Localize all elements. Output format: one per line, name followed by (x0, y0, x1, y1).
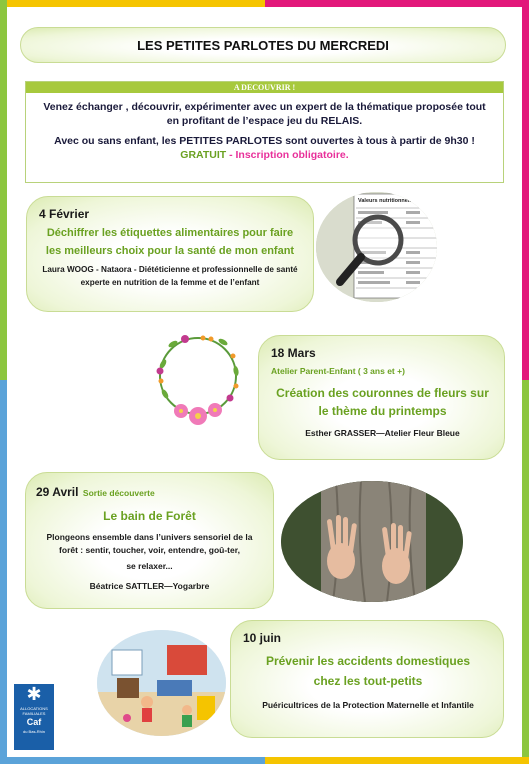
event-topic: Création des couronnes de fleurs sur le thème du printemps (276, 386, 489, 418)
home-scene-image (97, 630, 226, 736)
flower-wreath-image (143, 326, 253, 436)
event-card-february (26, 196, 314, 312)
intro-paragraph-1: Venez échanger , découvrir, expérimenter avec un expert de la thématique proposée tout en profitant de l’espace jeu du RELAIS. (43, 101, 486, 127)
intro-heading: A DECOUVRIR ! (26, 82, 503, 93)
event-speaker: Béatrice SATTLER—Yogarbre (89, 581, 210, 591)
separator: - (226, 149, 236, 161)
free-label: GRATUIT (180, 149, 227, 161)
edge-bottom-yellow (265, 757, 529, 764)
event-date: 4 Février (39, 207, 90, 221)
logo-line-1: ALLOCATIONS (20, 706, 48, 711)
event-speaker: Esther GRASSER—Atelier Fleur Bleue (305, 428, 460, 438)
home-scene-illustration (97, 630, 226, 736)
tree-bark-illustration (281, 481, 463, 602)
event-description: Plongeons ensemble dans l’univers sensoriel de la forêt : sentir, toucher, voir, entendre, goû-ter, (46, 532, 253, 555)
nutrition-label-image (316, 192, 437, 302)
event-card-april (25, 472, 274, 609)
edge-bottom-blue (0, 757, 265, 764)
edge-right-green (522, 380, 529, 764)
event-speaker: Puéricultrices de la Protection Maternelle et Infantile (262, 700, 474, 710)
logo-line-2: FAMILIALES (22, 711, 46, 716)
logo-name: Caf (26, 717, 42, 727)
event-date: 18 Mars (271, 346, 316, 360)
event-date: 29 Avril (36, 485, 79, 499)
nutrition-label-heading: Valeurs nutritionnelles (358, 198, 417, 204)
registration-label: Inscription obligatoire. (235, 149, 349, 161)
logo-region: du Bas-Rhin (22, 729, 45, 734)
event-topic: Le bain de Forêt (103, 509, 196, 523)
event-subtitle: Atelier Parent-Enfant ( 3 ans et +) (271, 366, 405, 376)
page-title: LES PETITES PARLOTES DU MERCREDI (137, 37, 389, 53)
intro-opening-text: Avec ou sans enfant, les PETITES PARLOTES sont ouvertes à tous à partir de 9h30 ! (54, 135, 475, 147)
event-topic: Prévenir les accidents domestiques chez les tout-petits (265, 654, 471, 688)
flower-wreath-illustration (143, 326, 253, 436)
event-date-line (36, 483, 263, 501)
event-description-2: se relaxer... (126, 561, 173, 571)
snowflake-icon: ✱ (26, 684, 42, 705)
event-topic: Déchiffrer les étiquettes alimentaires pour faire les meilleurs choix pour la santé de mon enfant (45, 227, 295, 257)
title-banner (20, 27, 506, 63)
event-date: 10 juin (243, 631, 282, 645)
event-card-june (230, 620, 504, 738)
edge-top-yellow (0, 0, 265, 7)
hands-on-tree-image (281, 481, 463, 602)
event-card-march (258, 335, 505, 460)
caf-logo (14, 684, 54, 750)
intro-box (25, 81, 504, 183)
event-subtitle: Sortie découverte (82, 488, 155, 498)
nutrition-label-illustration (316, 192, 437, 302)
edge-top-magenta (265, 0, 529, 7)
intro-paragraph-2 (38, 134, 491, 162)
edge-right-magenta (522, 0, 529, 380)
edge-left-blue (0, 380, 7, 764)
event-speaker: Laura WOOG - Nataora - Diététicienne et professionnelle de santé experte en nutrition de la femme et de l’enfant (42, 265, 298, 287)
edge-left-green (0, 0, 7, 380)
